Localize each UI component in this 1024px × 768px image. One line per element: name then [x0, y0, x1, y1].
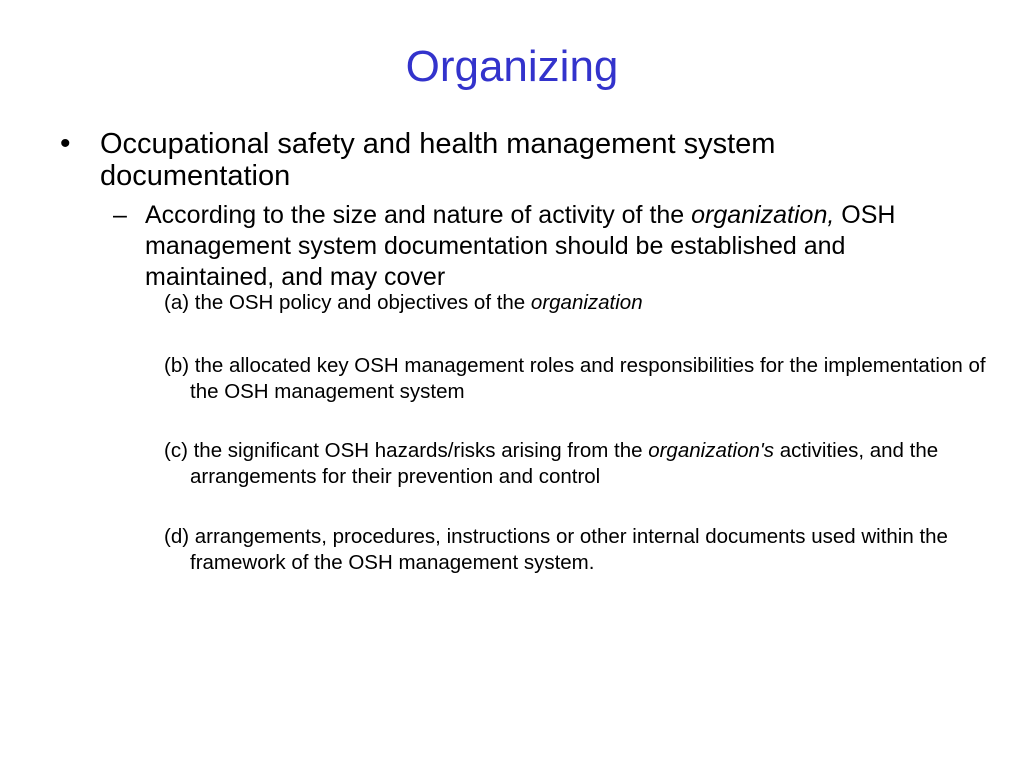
list-item-b-text: (b) the allocated key OSH management roles and responsibilities for the implementation of the OSH management system [164, 354, 986, 403]
dash-bullet-icon: – [113, 201, 127, 229]
list-item-a-text: (a) the OSH policy and objectives of the [164, 291, 531, 314]
list-item-c [164, 438, 990, 490]
slide-title: Organizing [405, 42, 619, 91]
sub-bullet-text-italic: organization, [691, 201, 835, 229]
list-item-a [164, 290, 990, 316]
list-item-d-text: (d) arrangements, procedures, instructions or other internal documents used within the framework of the OSH management system. [164, 525, 948, 574]
list-item-c-text: (c) the significant OSH hazards/risks arising from the [164, 439, 649, 462]
list-item-c-italic: organization's [648, 439, 775, 462]
sub-bullet-text-after: OSH management system documentation should be established and maintained, and may cover [145, 201, 896, 291]
list-item-d [164, 524, 990, 576]
list-item-b [164, 353, 990, 405]
bullet-dot-icon: • [60, 127, 71, 160]
list-item-c-suffix: activities, and the arrangements for their prevention and control [190, 439, 939, 488]
list-item-a-italic: organization [530, 291, 643, 314]
main-bullet-text: Occupational safety and health management system documentation [100, 128, 776, 192]
sub-bullet-text [145, 200, 975, 293]
sub-bullet-text-before: According to the size and nature of activity of the [145, 201, 692, 229]
